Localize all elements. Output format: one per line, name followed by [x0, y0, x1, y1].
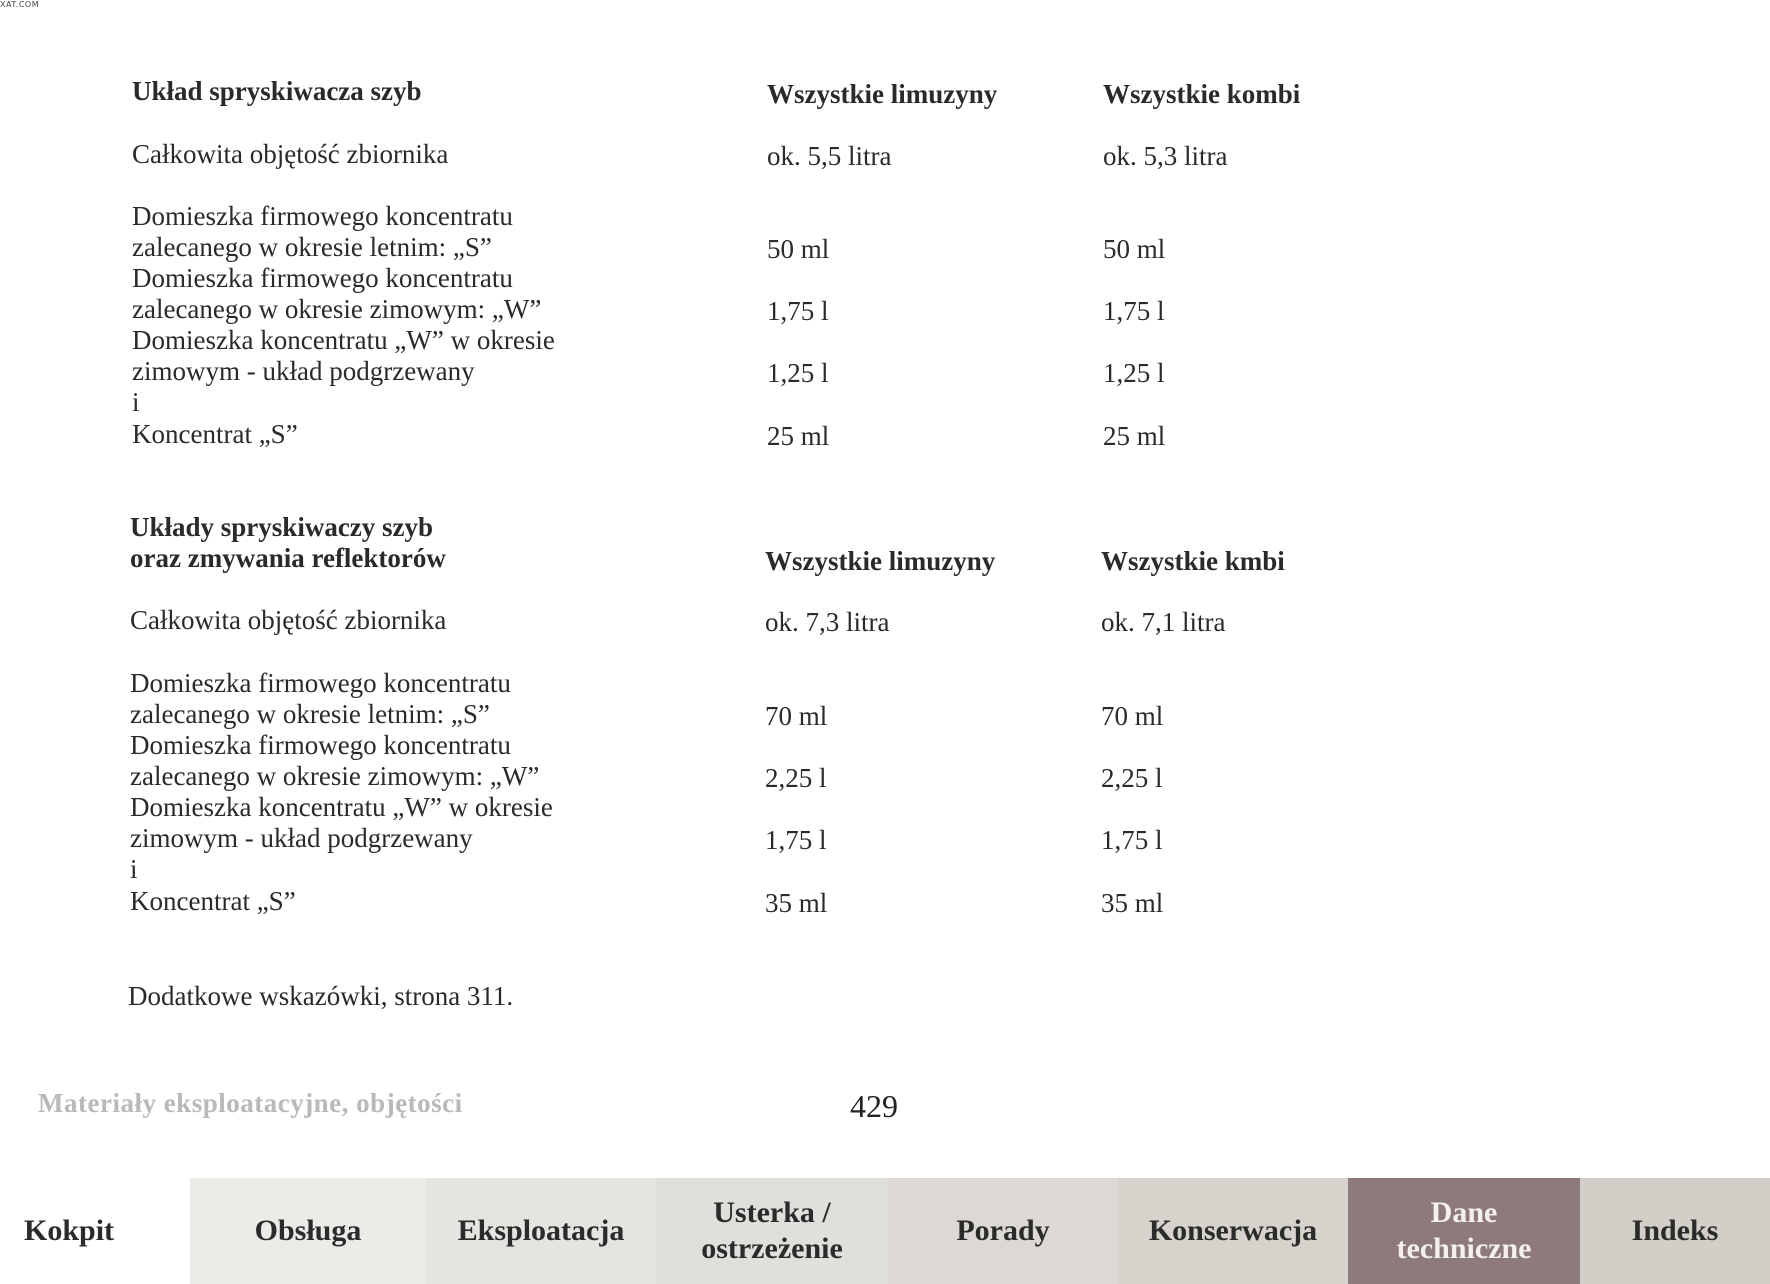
value-kombi: 2,25 l — [1101, 763, 1163, 793]
tab-usterka-ostrzezenie[interactable] — [656, 1178, 888, 1284]
value-kombi: 50 ml — [1103, 234, 1166, 264]
row-label: Koncentrat „S” — [132, 419, 298, 449]
value-kombi: 35 ml — [1101, 888, 1164, 918]
tab-indeks[interactable] — [1580, 1178, 1770, 1284]
tab-label-line1: Usterka / — [713, 1196, 831, 1229]
value-limuzyny: 1,75 l — [767, 296, 829, 326]
value-kombi: 1,75 l — [1103, 296, 1165, 326]
tab-label-line1: Dane — [1430, 1196, 1498, 1229]
value-limuzyny: ok. 7,3 litra — [765, 607, 890, 637]
watermark: XAT.COM — [0, 0, 40, 9]
tab-label: Konserwacja — [1148, 1214, 1318, 1247]
section1-col-b-header: Wszystkie kombi — [1103, 79, 1301, 109]
row-label: Domieszka firmowego koncentratu zalecanego w okresie letnim: „S” — [130, 668, 511, 729]
tab-label: Indeks — [1631, 1214, 1719, 1247]
row-label: Domieszka firmowego koncentratu zalecanego w okresie zimowym: „W” — [132, 263, 542, 324]
tab-label: Porady — [956, 1214, 1050, 1247]
value-kombi: 25 ml — [1103, 421, 1166, 451]
value-limuzyny: 35 ml — [765, 888, 828, 918]
tab-dane-techniczne-active[interactable] — [1348, 1178, 1580, 1284]
additional-notes-reference: Dodatkowe wskazówki, strona 311. — [128, 981, 514, 1011]
value-kombi: 1,75 l — [1101, 825, 1163, 855]
tab-label-line2: techniczne — [1396, 1232, 1532, 1265]
section2-col-a-header: Wszystkie limuzyny — [765, 546, 996, 576]
value-limuzyny: 2,25 l — [765, 763, 827, 793]
value-limuzyny: 50 ml — [767, 234, 830, 264]
value-limuzyny: 70 ml — [765, 701, 828, 731]
section2-col-b-header: Wszystkie kmbi — [1101, 546, 1285, 576]
section1-heading: Układ spryskiwacza szyb — [132, 76, 422, 106]
tab-label: Eksploatacja — [457, 1214, 625, 1247]
row-label: Domieszka firmowego koncentratu zalecanego w okresie zimowym: „W” — [130, 730, 540, 791]
row-label: Domieszka koncentratu „W” w okresie zimowym - układ podgrzewany i — [132, 325, 555, 417]
tab-label: Obsługa — [254, 1214, 362, 1247]
row-label: Domieszka koncentratu „W” w okresie zimowym - układ podgrzewany i — [130, 792, 553, 884]
value-limuzyny: 1,25 l — [767, 358, 829, 388]
tab-label: Kokpit — [24, 1214, 115, 1247]
tab-konserwacja[interactable] — [1118, 1178, 1348, 1284]
row-label: Całkowita objętość zbiornika — [132, 139, 449, 169]
tab-eksploatacja[interactable] — [426, 1178, 656, 1284]
value-limuzyny: ok. 5,5 litra — [767, 141, 892, 171]
section-nav-bar — [0, 1178, 1770, 1284]
tab-obsluga[interactable] — [190, 1178, 426, 1284]
value-kombi: 1,25 l — [1103, 358, 1165, 388]
row-label: Koncentrat „S” — [130, 886, 296, 916]
value-kombi: 70 ml — [1101, 701, 1164, 731]
value-limuzyny: 1,75 l — [765, 825, 827, 855]
tab-kokpit[interactable] — [0, 1178, 190, 1284]
row-label: Całkowita objętość zbiornika — [130, 605, 447, 635]
value-kombi: ok. 7,1 litra — [1101, 607, 1226, 637]
section-caption: Materiały eksploatacyjne, objętości — [38, 1088, 463, 1118]
tab-label-line2: ostrzeżenie — [701, 1232, 843, 1265]
value-limuzyny: 25 ml — [767, 421, 830, 451]
row-label: Domieszka firmowego koncentratu zalecanego w okresie letnim: „S” — [132, 201, 513, 262]
page-number: 429 — [850, 1088, 898, 1124]
tab-porady[interactable] — [888, 1178, 1118, 1284]
section1-col-a-header: Wszystkie limuzyny — [767, 79, 998, 109]
section2-heading: Układy spryskiwaczy szyb oraz zmywania reflektorów — [130, 512, 446, 573]
value-kombi: ok. 5,3 litra — [1103, 141, 1228, 171]
